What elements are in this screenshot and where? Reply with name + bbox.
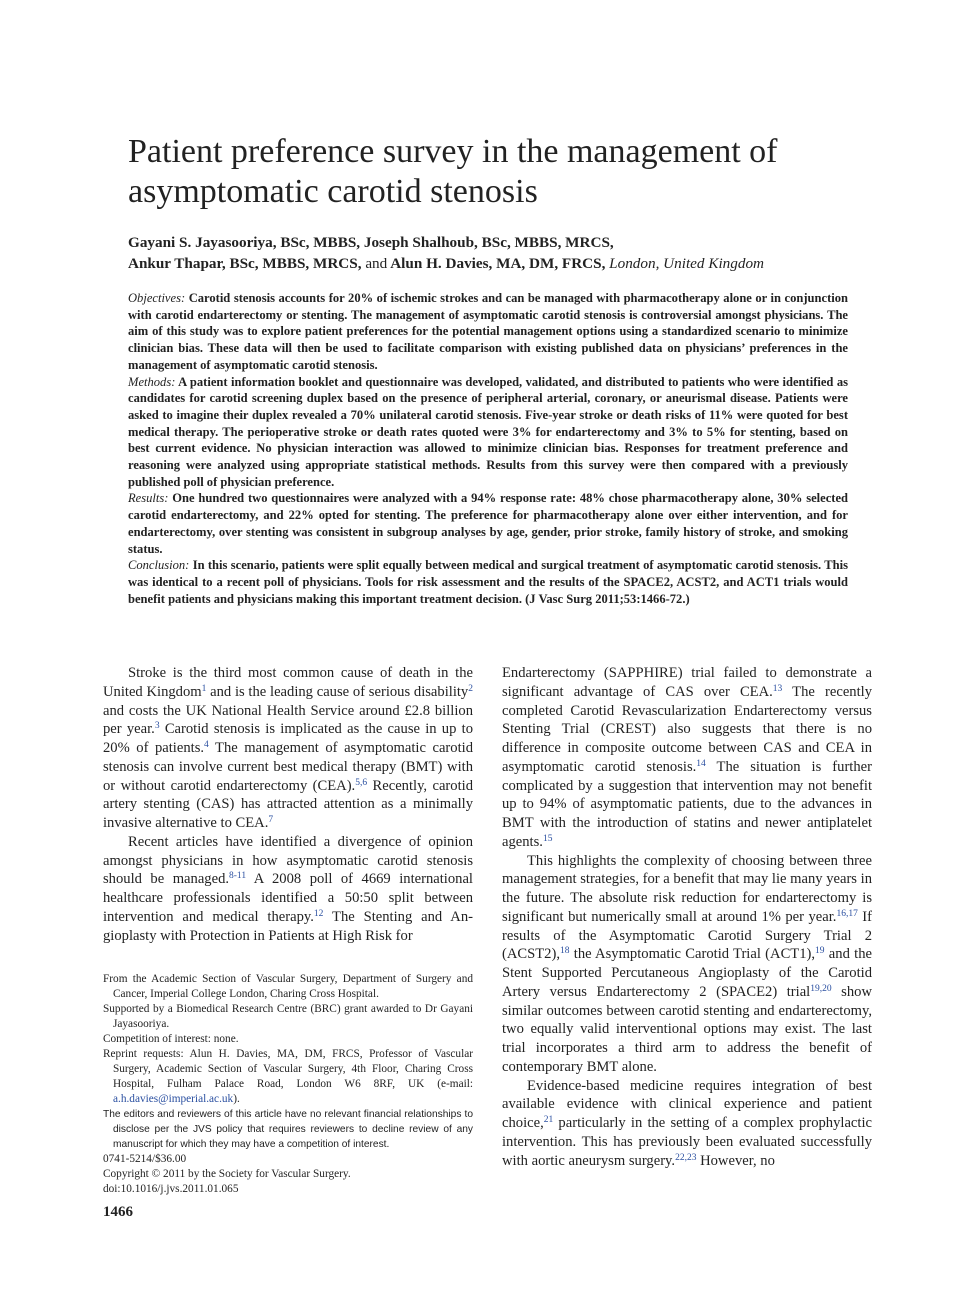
ref-link[interactable]: 21 <box>543 1115 554 1125</box>
text-run: show similar outcomes between carotid stenting and endarterectomy, two equally valid interventional options may exist. The last trial incorporates a third arm to address the benefit of contemporary BMT alone. <box>502 983 872 1075</box>
text-run: A 2008 poll of 4669 international healthcare professionals identified a 50:50 split between intervention and medical therapy. <box>103 871 473 925</box>
author-location: London, United Kingdom <box>609 255 765 272</box>
abstract-conclusion <box>128 557 848 607</box>
footnote-reprint <box>103 1047 473 1107</box>
abstract-methods <box>128 374 848 491</box>
title-line-2: asymptomatic carotid stenosis <box>128 173 538 210</box>
author-thapar: Ankur Thapar, BSc, MBBS, MRCS, <box>128 255 362 272</box>
text-run: particularly in the setting of a complex prophylactic intervention. This has previously been evaluated successfully with aortic aneurysm surgery. <box>502 1115 872 1169</box>
footnote-affiliation: From the Academic Section of Vascular Surgery, Department of Surgery and Cancer, Imperial College London, Charing Cross Hospital. <box>103 973 473 1000</box>
text-run: If results of the Asymptomatic Carotid Surgery Trial 2 (ACST2), <box>502 908 873 963</box>
ref-link[interactable]: 1 <box>201 683 207 694</box>
text-run: and the Stent Supported Percutaneous Angioplasty of the Carotid Artery versus Endarterectomy 2 (SPACE2) trial <box>502 946 872 1000</box>
abstract-objectives <box>128 290 848 374</box>
footnote-conflict: Competition of interest: none. <box>103 1033 239 1045</box>
text-run: The recently completed Carotid Revascularization Endarterectomy versus Stenting Trial (CREST) also suggests that there is no difference in composite outcome between CAS and CEA in asymptomatic carotid stenosis. <box>502 683 873 775</box>
right-paragraph-2 <box>502 852 872 1077</box>
author-and: and <box>365 255 388 272</box>
ref-link[interactable]: 12 <box>313 908 324 919</box>
text-run: and costs the UK National Health Service around £2.8 billion per year. <box>103 702 473 738</box>
article-title <box>128 132 868 212</box>
journal-citation: (J Vasc Surg 2011;53:1466-72.) <box>525 591 690 606</box>
methods-label: Methods: <box>128 374 176 389</box>
results-label: Results: <box>128 491 169 506</box>
text-run: However, no <box>696 1152 775 1169</box>
results-text: One hundred two questionnaires were analyzed with a 94% response rate: 48% chose pharmacotherapy alone, 30% selected carotid endarterectomy, and 22% opted for stenting. The preference for pharmacotherapy alone over either intervention, and for endarterectomy, over stenting was consistent in subgroup analyses by age, gender, prior stroke, family history of stroke, and smoking status. <box>128 491 849 556</box>
left-paragraph-2 <box>103 833 473 946</box>
author-davies: Alun H. Davies, MA, DM, FRCS, <box>390 255 606 272</box>
abstract-results <box>128 490 848 557</box>
title-line-1: Patient preference survey in the management of <box>128 133 778 170</box>
text-run: Recent articles have identified a divergence of opinion amongst physicians in how asymptomatic carotid stenosis should be managed. <box>103 833 473 888</box>
conclusion-text: In this scenario, patients were split equally between medical and surgical treatment of asymptomatic carotid stenosis. This was identical to a recent poll of physicians. Tools for risk assessment and the results of the SPACE2, ACST2, and ACT1 trials would benefit patients and physicians making this important treatment decision. <box>128 558 849 606</box>
ref-link[interactable]: 18 <box>559 946 570 957</box>
footnotes <box>103 972 473 1197</box>
footnote-editors: The editors and reviewers of this article have no relevant financial relationships to disclose per the JVS policy that requires reviewers to decline review of any manuscript for which they may have a competition of interest. <box>103 1109 473 1150</box>
text-run: and is the leading cause of serious disability <box>206 683 469 700</box>
ref-link[interactable]: 4 <box>204 740 209 750</box>
text-run: The situation is further complicated by a suggestion that intervention may not benefit up to 94% of asymptomatic patients, due to the advances in BMT with the introduction of statins and newer antiplatelet agents. <box>502 758 872 850</box>
text-run: This highlights the complexity of choosing between three management strategies, for a benefit that may lie many years in the future. The absolute risk reduction for endarterectomy is significant but numerically small at around 1% per year. <box>502 852 872 925</box>
objectives-label: Objectives: <box>128 291 186 305</box>
ref-link[interactable]: 19,20 <box>810 983 832 994</box>
text-run: Carotid stenosis is implicated as the cause in up to 20% of patients. <box>103 721 473 756</box>
abstract <box>128 290 848 607</box>
text-run: the Asymptomatic Carotid Trial (ACT1), <box>569 946 816 963</box>
footnote-copyright: Copyright © 2011 by the Society for Vascular Surgery. <box>103 1168 351 1180</box>
email-link[interactable]: a.h.davies@imperial.ac.uk <box>113 1093 234 1105</box>
ref-link[interactable]: 8-11 <box>229 871 247 882</box>
ref-link[interactable]: 13 <box>772 683 783 694</box>
ref-link[interactable]: 5,6 <box>355 777 368 788</box>
footnote-doi: doi:10.1016/j.jvs.2011.01.065 <box>103 1183 239 1195</box>
text-run: Evidence-based medicine requires integration of best available evidence with clinical experience and patient choice, <box>502 1077 872 1131</box>
body-column-right <box>502 664 872 1170</box>
right-paragraph-1 <box>502 664 872 852</box>
ref-link[interactable]: 7 <box>268 815 274 825</box>
left-paragraph-1 <box>103 664 473 833</box>
footnote-issn: 0741-5214/$36.00 <box>103 1153 187 1165</box>
ref-link[interactable]: 3 <box>154 721 160 732</box>
page-number: 1466 <box>103 1204 133 1220</box>
text-run: The management of asymptomatic carotid stenosis can involve current best medical therapy (BMT) with or without carotid endarterectomy (CEA). <box>103 740 473 794</box>
right-paragraph-3 <box>502 1077 872 1171</box>
ref-link[interactable]: 19 <box>815 946 825 957</box>
body-column-left <box>103 664 473 945</box>
footnote-support: Supported by a Biomedical Research Centre (BRC) grant awarded to Dr Gayani Jayasooriya. <box>103 1003 473 1030</box>
author-block <box>128 232 868 274</box>
objectives-text: Carotid stenosis accounts for 20% of ischemic strokes and can be managed with pharmacotherapy alone or in conjunction with carotid endarterectomy or stenting. The management of asymptomatic carotid stenosis is controversial amongst physicians. The aim of this study was to explore patient preferences for the potential management options using a standardized scenario to minimize clinician bias. These data will then be used to facilitate comparison with existing published data on physicians’ preferences in the management of asymptomatic carotid stenosis. <box>128 291 848 372</box>
text-run: Stroke is the third most common cause of death in the United Kingdom <box>103 665 473 700</box>
text-run: Endarterectomy (SAPPHIRE) trial failed to demonstrate a significant advantage of CAS over CEA. <box>502 665 872 700</box>
text-run: ). <box>233 1093 240 1105</box>
text-run: Recently, carotid artery stenting (CAS) has attracted attention as a minimally invasive alternative to CEA. <box>103 777 473 831</box>
ref-link[interactable]: 15 <box>542 833 553 844</box>
ref-link[interactable]: 14 <box>696 758 706 769</box>
author-line-1: Gayani S. Jayasooriya, BSc, MBBS, Joseph Shalhoub, BSc, MBBS, MRCS, <box>128 234 614 251</box>
methods-text: A patient information booklet and questionnaire was developed, validated, and distributed to patients who were identified as candidates for carotid screening duplex based on the presence of peripheral arterial, coronary, or aneurismal disease. Patients were asked to imagine their duplex revealed a 70% unilateral carotid stenosis. Five-year stroke or death risks of 11% were quoted for best medical therapy. The perioperative stroke or death rates quoted were 3% for endarterectomy and 3% to 5% for stenting, based on best current evidence. No physician interaction was allowed to minimize clinician bias. Responses for treatment preference and reasoning were analyzed using appropriate statistical methods. Results from this survey were then compared with a previously published poll of physician preference. <box>128 374 848 489</box>
text-run: Reprint requests: Alun H. Davies, MA, DM, FRCS, Professor of Vascular Surgery, Academic Section of Vascular Surgery, 4th Floor, Charing Cross Hospital, Fulham Palace Road, London W6 8RF, UK (e-mail: <box>103 1048 473 1090</box>
author-line-2 <box>128 253 868 274</box>
ref-link[interactable]: 16,17 <box>836 908 858 919</box>
ref-link[interactable]: 2 <box>468 683 473 694</box>
conclusion-label: Conclusion: <box>128 558 190 573</box>
ref-link[interactable]: 22,23 <box>675 1152 697 1163</box>
text-run: The Stenting and Angioplasty with Protection in Patients at High Risk for <box>103 908 473 944</box>
